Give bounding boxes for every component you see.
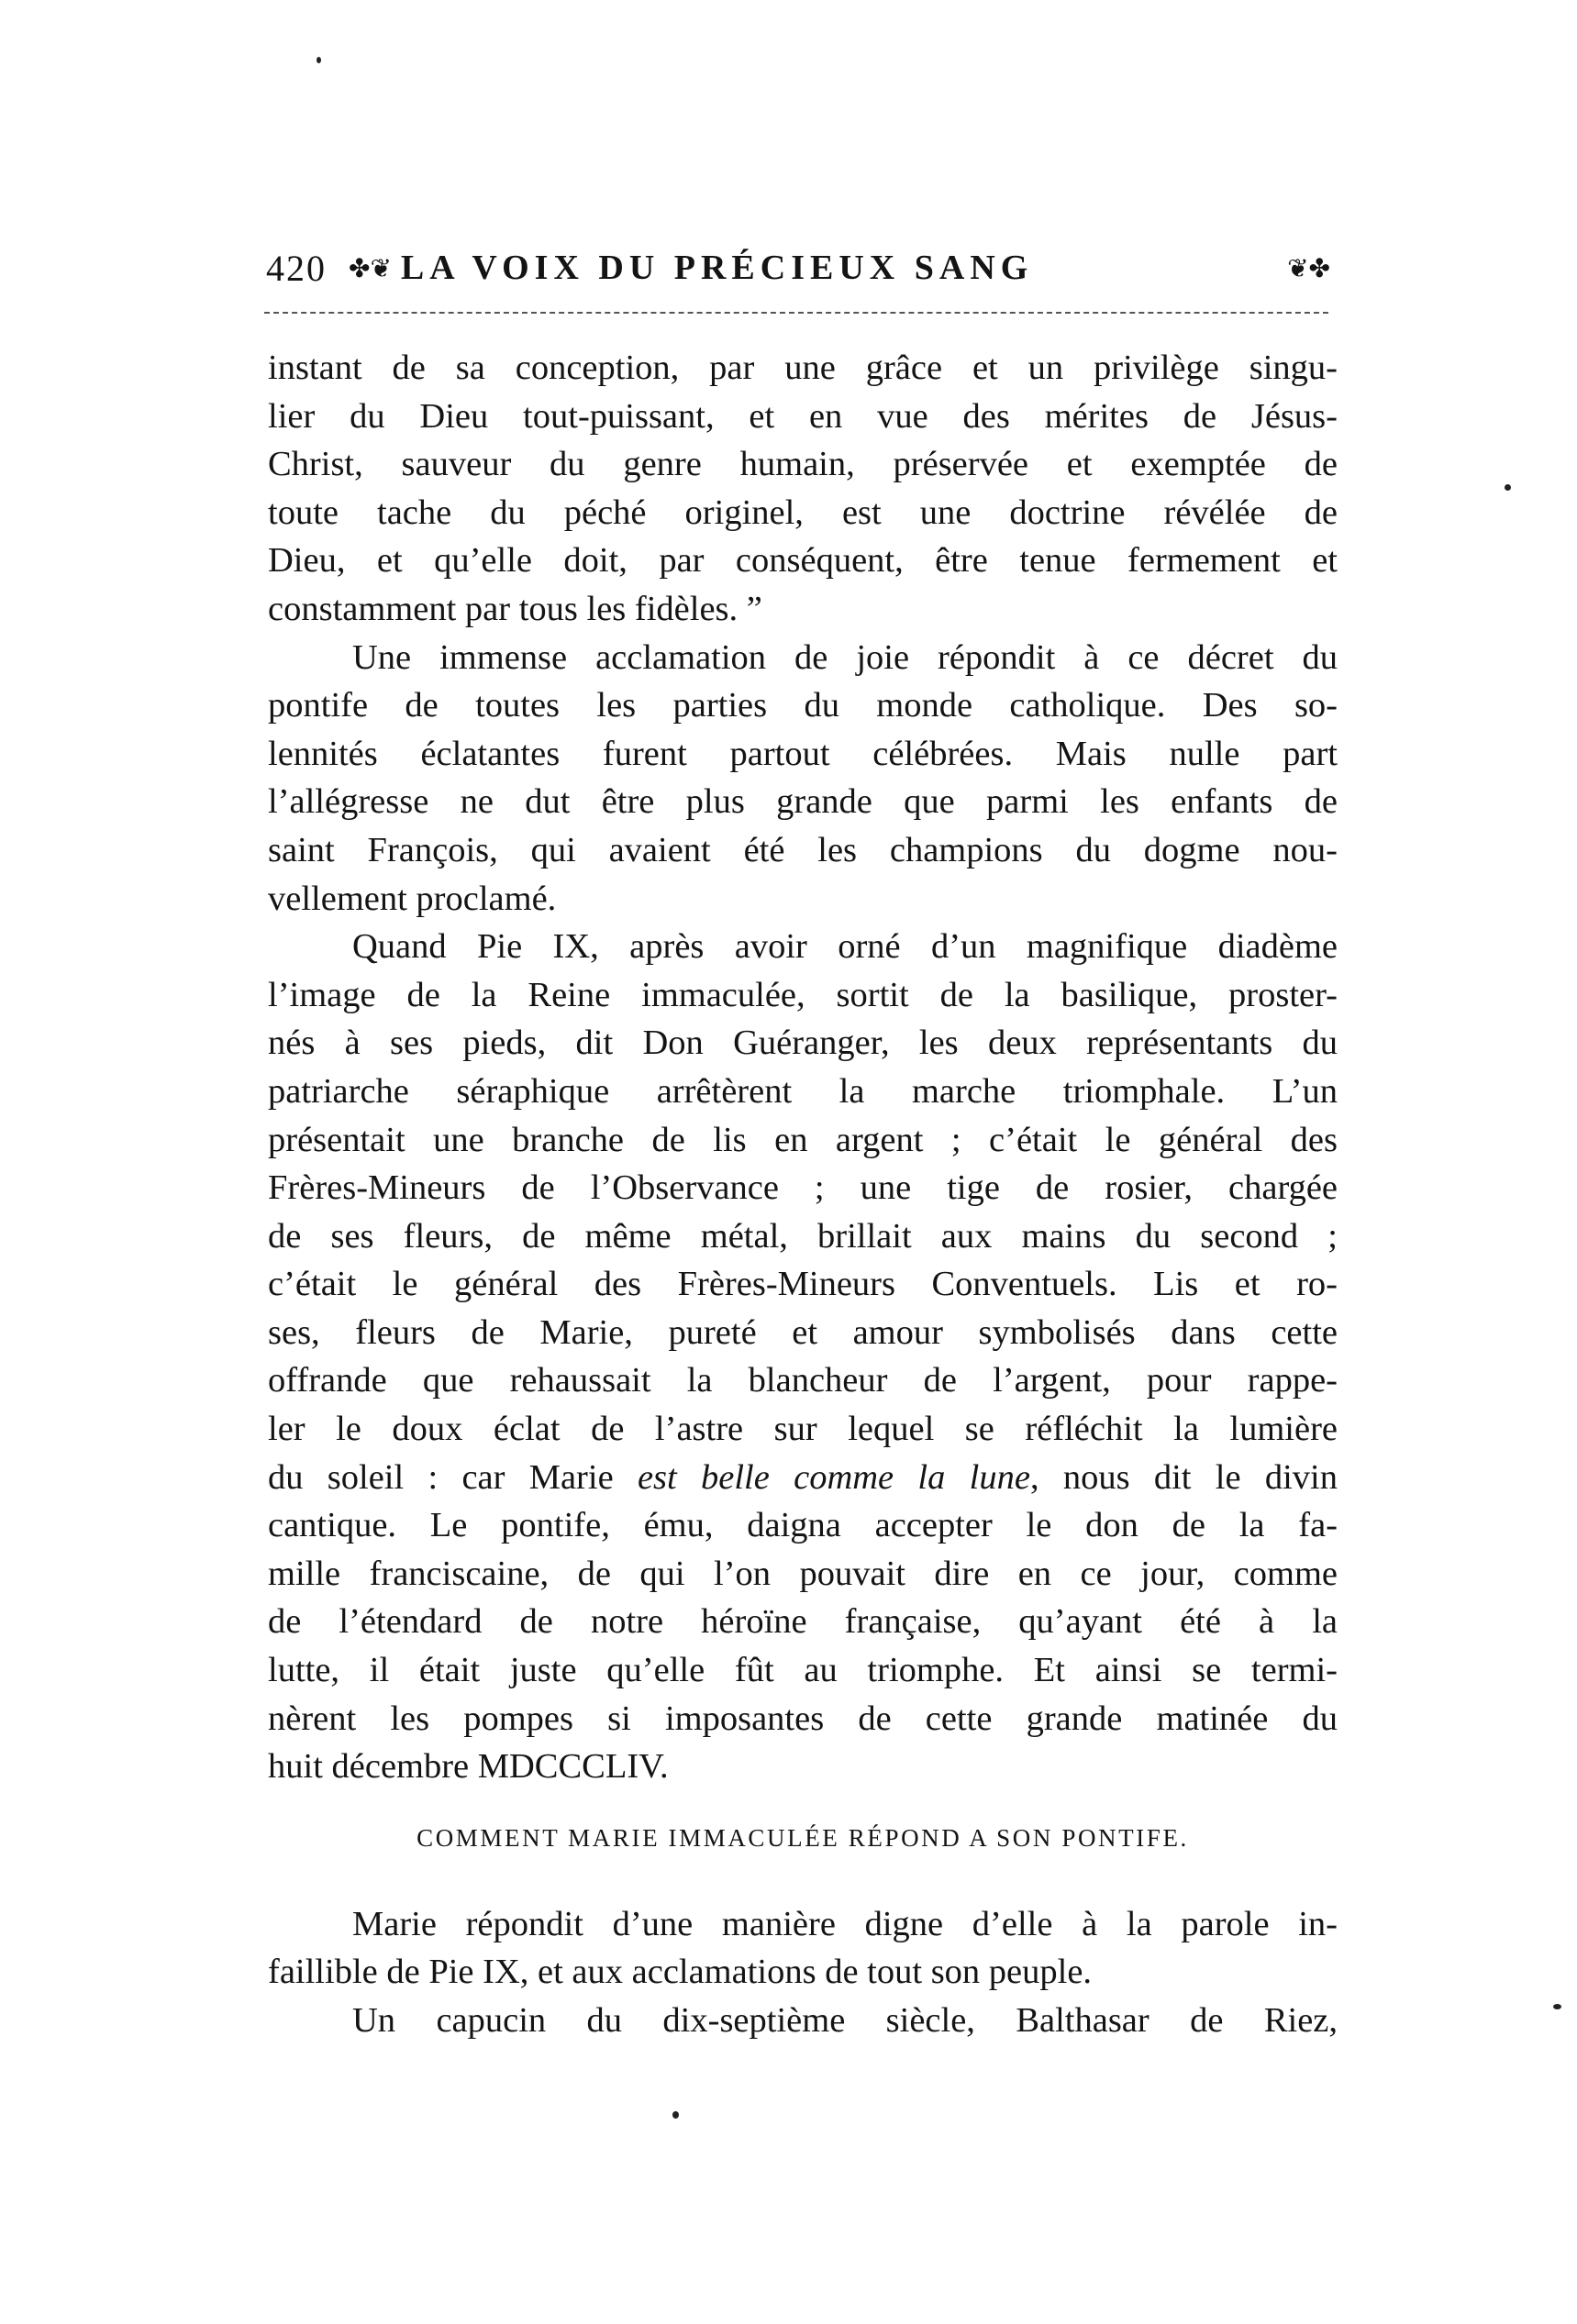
section-heading: COMMENT MARIE IMMACULÉE RÉPOND A SON PONTIFE.	[416, 1823, 1189, 1852]
text-line: Frères-Mineurs de l’Observance ; une tige de rosier, chargée	[268, 1168, 1338, 1208]
italic-quotation: est belle comme la lune	[637, 1457, 1030, 1497]
text-segment: , nous dit le divin	[1029, 1457, 1338, 1497]
text-line: de l’étendard de notre héroïne française, qu’ayant été à la	[268, 1602, 1338, 1642]
header-rule	[264, 312, 1328, 314]
text-line: mille franciscaine, de qui l’on pouvait dire en ce jour, comme	[268, 1554, 1338, 1593]
paragraph	[268, 344, 1338, 634]
text-line: vellement proclamé.	[268, 879, 557, 918]
paragraph	[268, 1900, 1338, 1997]
paragraph	[268, 634, 1338, 924]
ink-speck	[672, 2111, 679, 2119]
text-line: c’était le général des Frères-Mineurs Conventuels. Lis et ro-	[268, 1265, 1338, 1304]
text-line: ses, fleurs de Marie, pureté et amour symbolisés dans cette	[268, 1312, 1338, 1352]
text-line: constamment par tous les fidèles. ”	[268, 589, 762, 628]
page-number: 420	[266, 247, 327, 289]
paragraph	[268, 923, 1338, 1791]
text-line: l’allégresse ne dut être plus grande que parmi les enfants de	[268, 782, 1338, 822]
text-line: Quand Pie IX, après avoir orné d’un magnifique diadème	[352, 927, 1338, 967]
text-line: Une immense acclamation de joie répondit à ce décret du	[352, 637, 1338, 677]
text-line: ler le doux éclat de l’astre sur lequel se réfléchit la lumière	[268, 1410, 1338, 1449]
text-line: lier du Dieu tout-puissant, et en vue des mérites de Jésus-	[268, 396, 1338, 436]
text-line: lutte, il était juste qu’elle fût au triomphe. Et ainsi se termi-	[268, 1651, 1338, 1690]
text-line: Dieu, et qu’elle doit, par conséquent, être tenue fermement et	[268, 541, 1338, 581]
text-line: Marie répondit d’une manière digne d’elle à la parole in-	[352, 1904, 1338, 1943]
text-line: patriarche séraphique arrêtèrent la marche triomphale. L’un	[268, 1071, 1338, 1111]
text-line-with-italic	[268, 1454, 1338, 1502]
text-line: présentait une branche de lis en argent ; c’était le général des	[268, 1120, 1338, 1159]
text-line: faillible de Pie IX, et aux acclamations de tout son peuple.	[268, 1953, 1093, 1992]
text-line: offrande que rehaussait la blancheur de l’argent, pour rappe-	[268, 1361, 1338, 1400]
text-line: lennités éclatantes furent partout célébrées. Mais nulle part	[268, 734, 1338, 773]
ink-speck	[1553, 2004, 1561, 2009]
ink-speck	[1505, 484, 1511, 491]
body-text	[268, 344, 1338, 2045]
page-header	[266, 240, 1330, 295]
ornament-icon: ❦✤	[1287, 252, 1330, 283]
text-line: nés à ses pieds, dit Don Guéranger, les deux représentants du	[268, 1024, 1338, 1063]
ink-speck	[317, 57, 321, 63]
text-segment: du soleil : car Marie	[268, 1457, 638, 1497]
text-line: instant de sa conception, par une grâce et un privilège singu-	[268, 349, 1338, 387]
text-line: huit décembre MDCCCLIV.	[268, 1747, 669, 1787]
paragraph	[268, 1997, 1338, 2045]
ornament-icon: ✤❦	[349, 252, 392, 283]
text-line: saint François, qui avaient été les champions du dogme nou-	[268, 830, 1338, 869]
text-line: toute tache du péché originel, est une doctrine révélée de	[268, 492, 1338, 532]
text-line: l’image de la Reine immaculée, sortit de la basilique, proster-	[268, 975, 1338, 1014]
text-line: cantique. Le pontife, ému, daigna accepter le don de la fa-	[268, 1506, 1338, 1545]
text-line: Christ, sauveur du genre humain, préservée et exemptée de	[268, 445, 1338, 484]
text-line: Un capucin du dix-septième siècle, Balthasar de Riez,	[352, 2001, 1338, 2040]
text-line: nèrent les pompes si imposantes de cette grande matinée du	[268, 1699, 1338, 1738]
text-line: de ses fleurs, de même métal, brillait aux mains du second ;	[268, 1216, 1338, 1256]
text-line: pontife de toutes les parties du monde catholique. Des so-	[268, 686, 1338, 725]
running-title: LA VOIX DU PRÉCIEUX SANG	[400, 249, 1034, 287]
